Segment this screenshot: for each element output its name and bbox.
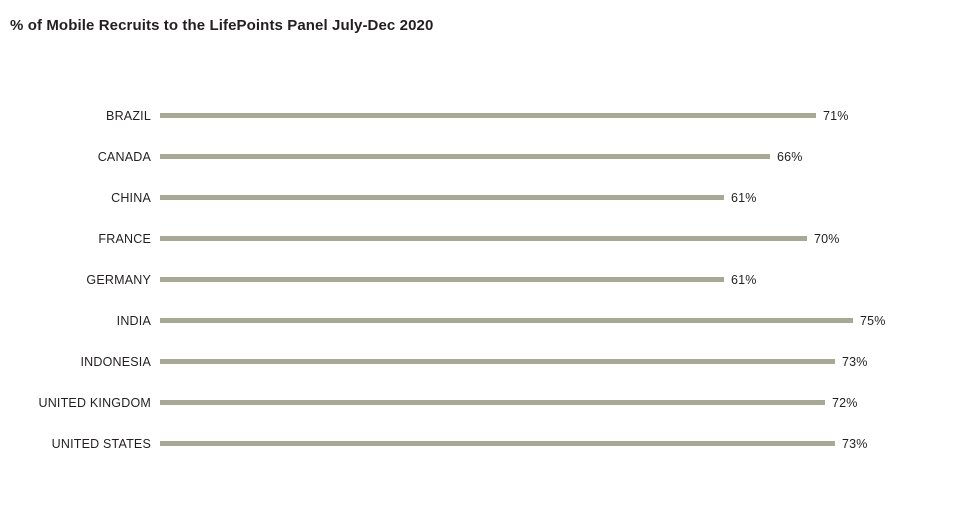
bar-value-label: 75%: [860, 313, 886, 328]
bar: [160, 441, 835, 446]
bar-track: [160, 177, 954, 218]
bar-value-label: 73%: [842, 436, 868, 451]
category-label: CANADA: [97, 149, 151, 164]
bar-value-label: 70%: [814, 231, 840, 246]
bar-track: [160, 136, 954, 177]
plot-area: [0, 95, 954, 465]
bar-row: [0, 259, 954, 300]
bar-row: [0, 300, 954, 341]
bar-row: [0, 95, 954, 136]
bar-track: [160, 423, 954, 464]
bar: [160, 318, 853, 323]
bar: [160, 154, 770, 159]
bar-value-label: 73%: [842, 354, 868, 369]
bar-row: [0, 341, 954, 382]
bar: [160, 195, 724, 200]
bar-row: [0, 218, 954, 259]
bar-value-label: 71%: [823, 108, 849, 123]
bar: [160, 400, 825, 405]
bar-row: [0, 136, 954, 177]
category-label: CHINA: [111, 190, 151, 205]
bar-row: [0, 177, 954, 218]
bar-track: [160, 218, 954, 259]
bar-value-label: 72%: [832, 395, 858, 410]
bar-value-label: 66%: [777, 149, 803, 164]
category-label: GERMANY: [86, 272, 151, 287]
category-label: UNITED KINGDOM: [38, 395, 151, 410]
bar-track: [160, 341, 954, 382]
category-label: INDONESIA: [80, 354, 151, 369]
category-label: INDIA: [116, 313, 151, 328]
bar: [160, 113, 816, 118]
bar: [160, 277, 724, 282]
bar-track: [160, 259, 954, 300]
bar-track: [160, 95, 954, 136]
bar-row: [0, 382, 954, 423]
bar: [160, 359, 835, 364]
bar-row: [0, 423, 954, 464]
category-label: FRANCE: [98, 231, 151, 246]
bar-value-label: 61%: [731, 190, 757, 205]
category-label: UNITED STATES: [51, 436, 151, 451]
chart-title: % of Mobile Recruits to the LifePoints Panel July-Dec 2020: [10, 17, 434, 34]
bar-track: [160, 300, 954, 341]
bar-value-label: 61%: [731, 272, 757, 287]
bar: [160, 236, 807, 241]
category-label: BRAZIL: [106, 108, 151, 123]
bar-track: [160, 382, 954, 423]
